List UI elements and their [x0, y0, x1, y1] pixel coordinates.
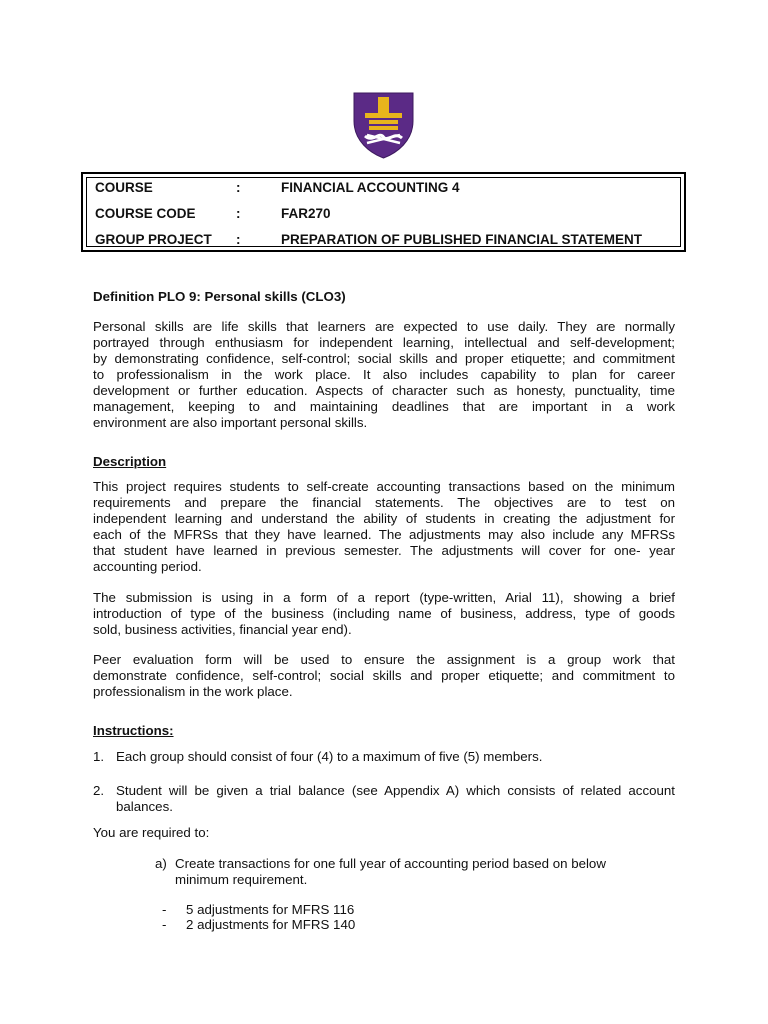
- group-project-value: PREPARATION OF PUBLISHED FINANCIAL STATEMENT: [281, 232, 642, 247]
- definition-line: environment are also important personal skills.: [93, 415, 368, 430]
- submission-line: introduction of type of the business (including name of business, address, type of goods: [93, 606, 675, 621]
- instructions-heading: Instructions:: [93, 723, 174, 738]
- definition-line: to professionalism in the work place. It also includes capability to plan for career: [93, 367, 675, 382]
- instruction-2-line: Student will be given a trial balance (see Appendix A) which consists of related account: [116, 783, 675, 798]
- description-line: requirements and prepare the financial statements. The objectives are to test on: [93, 495, 675, 510]
- course-code-row: [87, 205, 680, 223]
- description-line: accounting period.: [93, 559, 202, 574]
- bullet-item: 2 adjustments for MFRS 140: [186, 917, 356, 932]
- peer-evaluation-line: Peer evaluation form will be used to ensure the assignment is a group work that: [93, 652, 675, 667]
- course-info-box: [81, 172, 686, 252]
- submission-line: The submission is using in a form of a report (type-written, Arial 11), showing a brief: [93, 590, 675, 605]
- definition-line: by demonstrating confidence, self-control; social skills and proper etiquette; and commitment: [93, 351, 675, 366]
- course-code-label: COURSE CODE: [95, 206, 196, 221]
- submission-line: sold, business activities, financial year end).: [93, 622, 352, 637]
- course-code-separator: :: [236, 206, 241, 221]
- sub-item-a-label: a): [155, 856, 167, 871]
- bullet-item: 5 adjustments for MFRS 116: [186, 902, 355, 917]
- required-intro: You are required to:: [93, 825, 210, 840]
- bullet-dash: -: [162, 902, 167, 917]
- description-line: each of the MFRSs that they have learned. The adjustments may also include any MFRSs: [93, 527, 675, 542]
- definition-line: development or further education. Aspects of character such as honesty, punctuality, time: [93, 383, 675, 398]
- group-project-separator: :: [236, 232, 241, 247]
- course-separator: :: [236, 180, 241, 195]
- peer-evaluation-line: professionalism in the work place.: [93, 684, 293, 699]
- course-code-value: FAR270: [281, 206, 331, 221]
- definition-line: Personal skills are life skills that learners are expected to use daily. They are normally: [93, 319, 675, 334]
- group-project-row: [87, 231, 680, 249]
- description-line: that student have learned in previous semester. The adjustments will cover for one- year: [93, 543, 675, 558]
- instruction-2-number: 2.: [93, 783, 105, 798]
- sub-item-a-line: minimum requirement.: [175, 872, 308, 887]
- definition-line: portrayed through enthusiasm for independent learning, intellectual and self-development;: [93, 335, 675, 350]
- instruction-2-line: balances.: [116, 799, 173, 814]
- instruction-1-number: 1.: [93, 749, 105, 764]
- course-row: [87, 179, 680, 197]
- bullet-dash: -: [162, 917, 167, 932]
- peer-evaluation-line: demonstrate confidence, self-control; social skills and proper etiquette; and commitment to: [93, 668, 675, 683]
- course-info-inner-border: [86, 177, 681, 247]
- sub-item-a-line: Create transactions for one full year of accounting period based on below: [175, 856, 606, 871]
- course-value: FINANCIAL ACCOUNTING 4: [281, 180, 460, 195]
- definition-line: management, keeping to and maintaining deadlines that are important in a work: [93, 399, 675, 414]
- instruction-1-text: Each group should consist of four (4) to a maximum of five (5) members.: [116, 749, 543, 764]
- definition-heading: Definition PLO 9: Personal skills (CLO3): [93, 289, 346, 304]
- course-label: COURSE: [95, 180, 153, 195]
- description-heading: Description: [93, 454, 167, 469]
- university-crest-logo: [351, 91, 416, 159]
- description-line: independent learning and understand the ability of students in creating the adjustment for: [93, 511, 675, 526]
- description-line: This project requires students to self-create accounting transactions based on the minimum: [93, 479, 675, 494]
- group-project-label: GROUP PROJECT: [95, 232, 212, 247]
